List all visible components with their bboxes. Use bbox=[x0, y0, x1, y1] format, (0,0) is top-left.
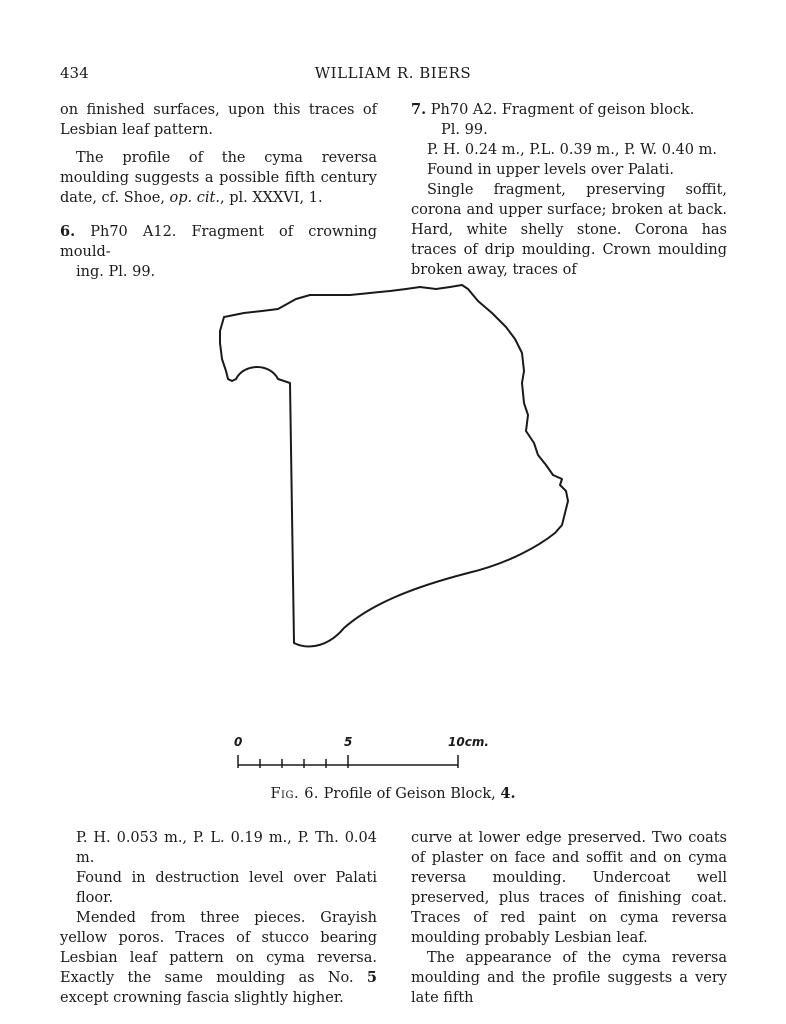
profile-outline bbox=[220, 285, 568, 647]
paragraph-dating: The appearance of the cyma reversa moulding and the profile suggests a very late fifth bbox=[411, 950, 727, 1006]
scale-label-10cm: 10cm. bbox=[448, 735, 489, 749]
geison-profile-drawing bbox=[210, 283, 590, 663]
citation-italic: op. cit. bbox=[169, 190, 220, 206]
text-run: except crowning fascia slightly higher. bbox=[60, 990, 344, 1006]
paragraph-date-note bbox=[60, 148, 377, 208]
top-right-column bbox=[411, 100, 727, 280]
catalog-entry-7 bbox=[411, 100, 727, 120]
scale-ruler bbox=[232, 735, 492, 775]
text-run: Mended from three pieces. Grayish yellow poros. Traces of stucco bearing Lesbian leaf pattern on cyma reversa. Exactly the same moulding as No. bbox=[60, 910, 377, 986]
catalog-entry-6 bbox=[60, 222, 377, 262]
paragraph-continuation: curve at lower edge preserved. Two coats of plaster on face and soffit and on cyma reversa moulding. Undercoat well preserved, plus traces of finishing coat. Traces of red paint on cyma reversa moulding probably Lesbian leaf. bbox=[411, 830, 727, 946]
entry-findspot: Found in upper levels over Palati. bbox=[427, 162, 675, 178]
entry-title: Ph70 A12. Fragment of crowning mould- bbox=[60, 224, 377, 260]
entry-plate-ref: ing. Pl. 99. bbox=[76, 264, 156, 280]
running-head: WILLIAM R. BIERS bbox=[314, 64, 472, 82]
entry-description: Single fragment, preserving soffit, corona and upper surface; broken at back. Hard, white shelly stone. Corona has traces of drip moulding. Crown moulding broken away, traces of bbox=[411, 182, 727, 278]
paragraph-continuation: on finished surfaces, upon this traces of Lesbian leaf pattern. bbox=[60, 102, 377, 138]
entry-findspot: Found in destruction level over Palati floor. bbox=[76, 870, 377, 906]
top-left-column bbox=[60, 100, 377, 282]
bottom-right-column bbox=[411, 828, 727, 1008]
entry-number: 6. bbox=[60, 223, 76, 240]
scale-label-5: 5 bbox=[344, 735, 353, 749]
entry-description bbox=[60, 908, 377, 1008]
scale-bar bbox=[232, 735, 492, 775]
entry-title: Ph70 A2. Fragment of geison block. bbox=[430, 102, 695, 118]
entry-plate-ref: Pl. 99. bbox=[441, 122, 488, 138]
caption-number: 4. bbox=[500, 785, 516, 802]
cross-reference-number: 5 bbox=[366, 969, 377, 986]
text-run: , pl. XXXVI, 1. bbox=[219, 190, 323, 206]
entry-dimensions: P. H. 0.24 m., P.L. 0.39 m., P. W. 0.40 m. bbox=[427, 142, 717, 158]
text-run: The profile of the cyma reversa moulding suggests a possible fifth century date, cf. Shoe, bbox=[60, 150, 377, 206]
entry-dimensions: P. H. 0.053 m., P. L. 0.19 m., P. Th. 0.04 m. bbox=[76, 830, 377, 866]
bottom-left-column bbox=[60, 828, 377, 1008]
caption-label: Fig. 6. bbox=[270, 786, 320, 802]
caption-text: Profile of Geison Block, bbox=[323, 786, 501, 802]
figure-caption bbox=[0, 785, 786, 802]
scale-label-0: 0 bbox=[234, 735, 243, 749]
page-number: 434 bbox=[60, 64, 89, 82]
entry-number: 7. bbox=[411, 101, 427, 118]
